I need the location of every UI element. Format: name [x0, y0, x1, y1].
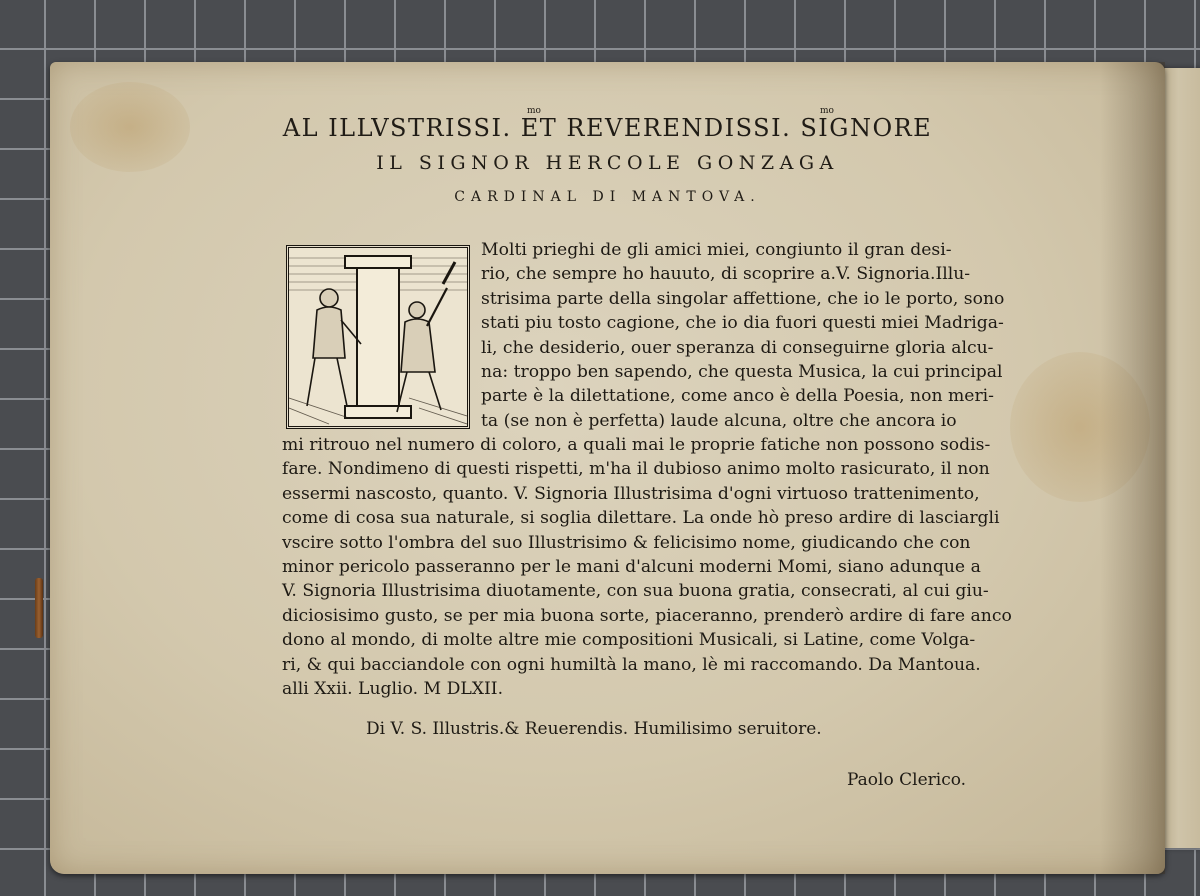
text-line: come di cosa sua naturale, si soglia dilettare. La onde hò preso ardire di lasciargli	[282, 508, 1000, 529]
binding-thread	[35, 578, 43, 638]
text-line: li, che desiderio, ouer speranza di conseguirne gloria alcu-	[481, 337, 994, 358]
closing-salutation: Di V. S. Illustris.& Reuerendis. Humilisimo seruitore.	[366, 719, 822, 739]
superscript-mark-left: mo	[527, 106, 541, 116]
text-line: ri, & qui bacciandole con ogni humiltà la mano, lè mi raccomando. Da Mantoua.	[282, 654, 981, 675]
body-text-indented	[481, 238, 1004, 433]
text-line: strisima parte della singolar affettione, che io le porto, sono	[481, 288, 1005, 309]
text-line: parte è la dilettatione, come anco è della Poesia, non meri-	[481, 386, 994, 407]
text-line: ta (se non è perfetta) laude alcuna, oltre che ancora io	[481, 410, 957, 431]
text-line: Molti prieghi de gli amici miei, congiunto il gran desi-	[481, 240, 952, 260]
superscript-mark-right: mo	[820, 106, 834, 116]
text-line: diciosisimo gusto, se per mia buona sorte, piaceranno, prenderò ardire di fare anco	[282, 605, 1012, 626]
dedicatee-name: IL SIGNOR HERCOLE GONZAGA	[376, 152, 839, 174]
dedicatee-title: CARDINAL DI MANTOVA.	[454, 189, 761, 205]
water-stain	[1010, 352, 1150, 502]
text-line: stati piu tosto cagione, che io dia fuori questi miei Madriga-	[481, 313, 1004, 334]
text-line: V. Signoria Illustrisima diuotamente, con sua buona gratia, consecrati, al cui giu-	[282, 581, 989, 602]
woodcut-initial	[286, 245, 470, 429]
next-page-edge	[1160, 68, 1200, 848]
text-line: essermi nascosto, quanto. V. Signoria Illustrisima d'ogni virtuoso trattenimento,	[282, 483, 980, 504]
text-line: fare. Nondimeno di questi rispetti, m'ha il dubioso animo molto rasicurato, il non	[282, 459, 990, 480]
text-line: vscire sotto l'ombra del suo Illustrisimo & felicisimo nome, giudicando che con	[282, 532, 971, 553]
author-signature: Paolo Clerico.	[847, 770, 967, 790]
text-line: alli Xxii. Luglio. M DLXII.	[282, 679, 504, 700]
body-text-full	[282, 433, 1012, 701]
text-line: mi ritrouo nel numero di coloro, a quali mai le proprie fatiche non possono sodis-	[282, 435, 991, 455]
book-page	[50, 62, 1165, 874]
woodcut-illustration-icon	[289, 248, 467, 426]
text-line: na: troppo ben sapendo, che questa Musica, la cui principal	[481, 362, 1003, 383]
dedication-title: AL ILLVSTRISSI. ET REVERENDISSI. SIGNORE	[282, 114, 933, 142]
text-line: minor pericolo passeranno per le mani d'alcuni moderni Momi, siano adunque a	[282, 557, 981, 578]
text-line: dono al mondo, di molte altre mie compositioni Musicali, si Latine, come Volga-	[282, 630, 976, 651]
text-line: rio, che sempre ho hauuto, di scoprire a.V. Signoria.Illu-	[481, 264, 971, 285]
